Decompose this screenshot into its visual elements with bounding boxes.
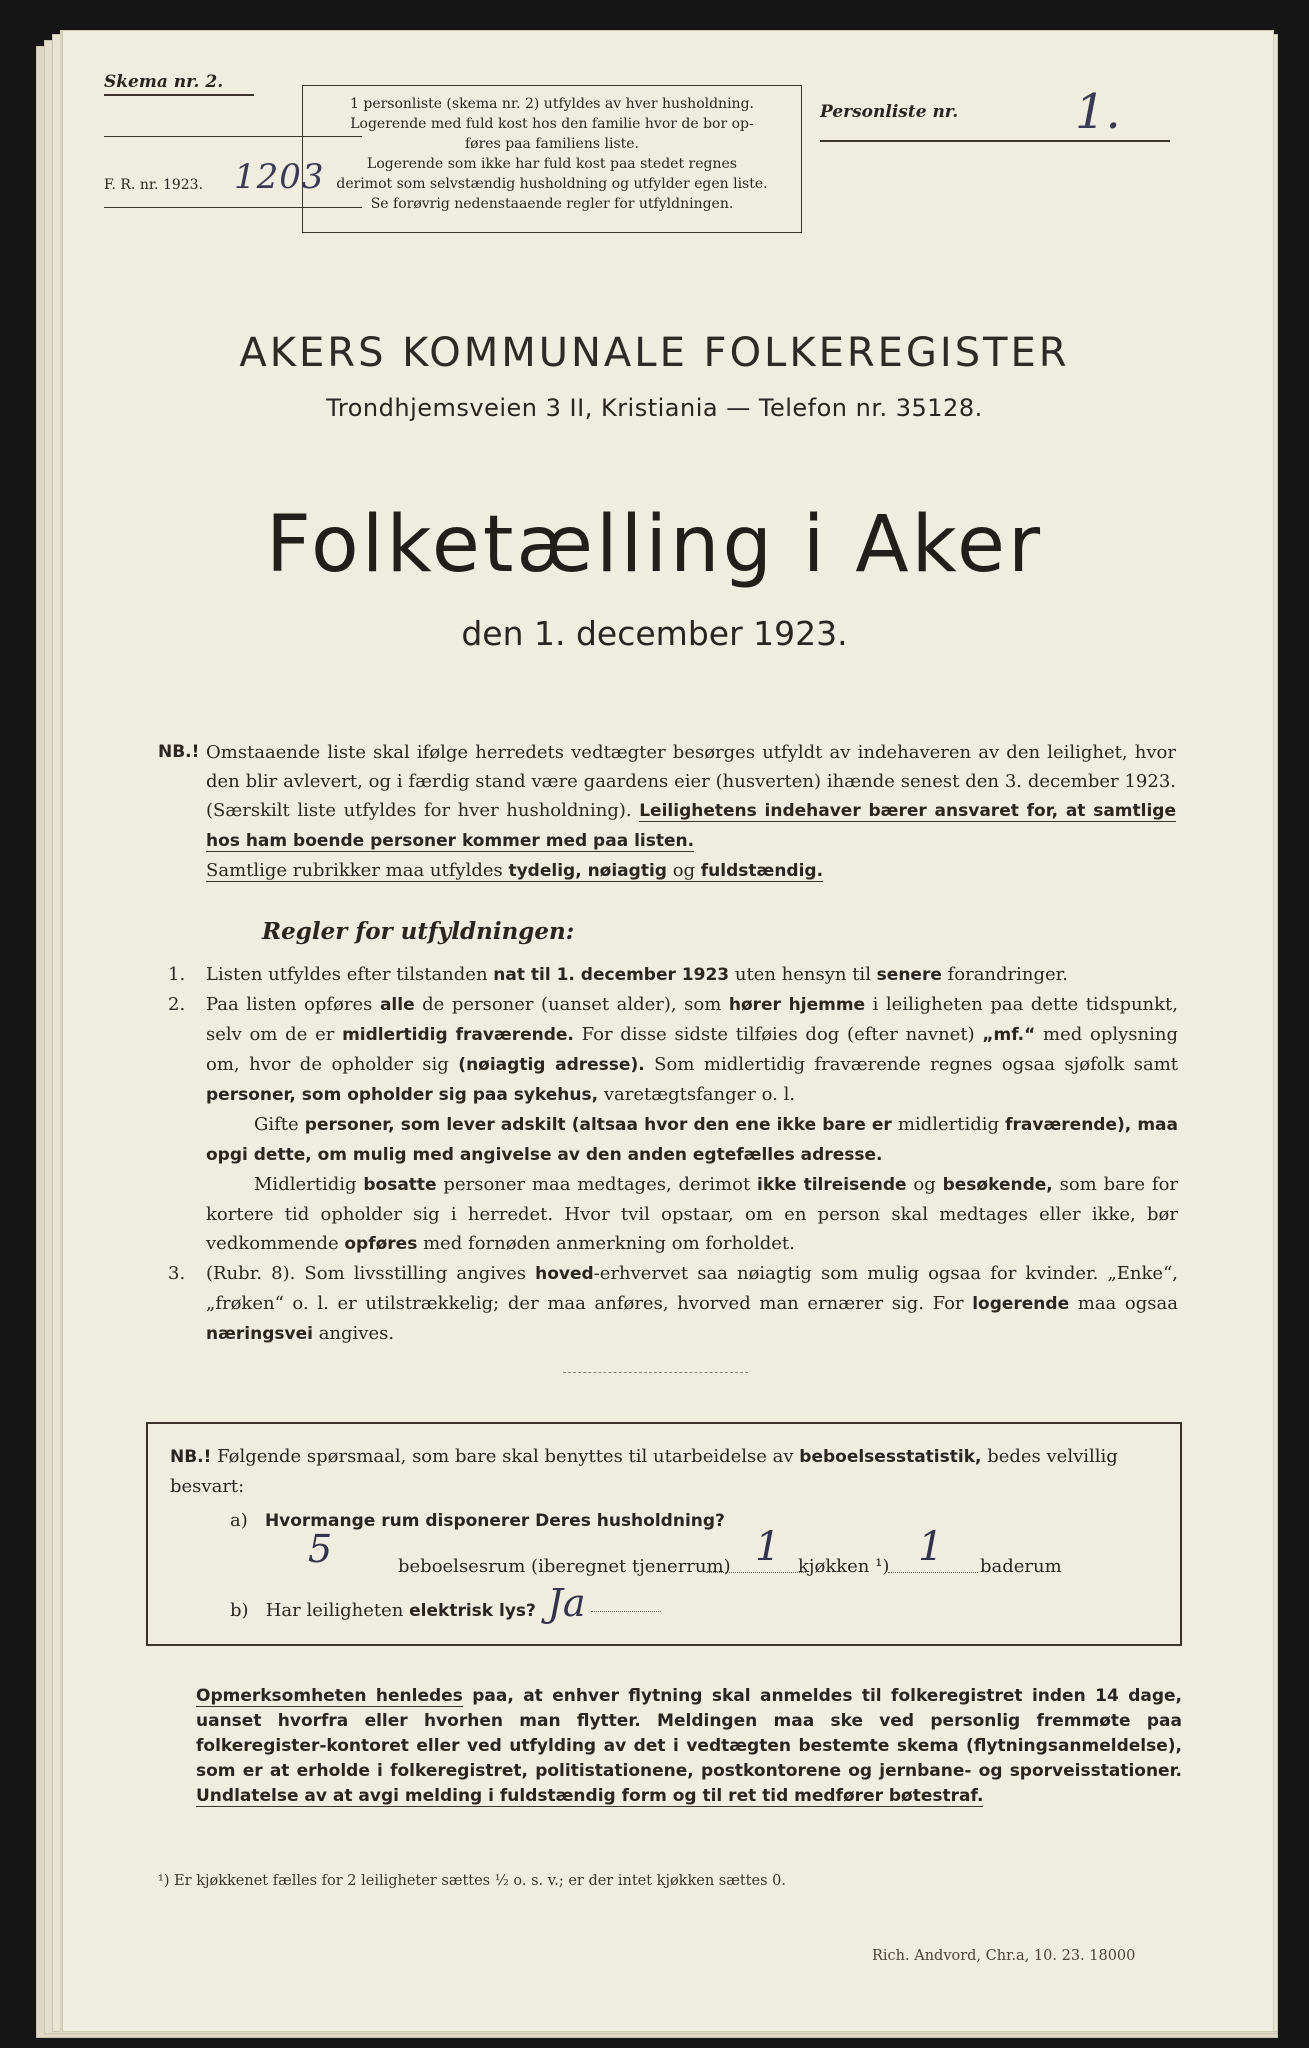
fr-label: F. R. nr. 1923. [104, 177, 204, 193]
rule-item [168, 1110, 1178, 1170]
rule-item [168, 960, 1178, 990]
census-date: den 1. december 1923. [461, 614, 848, 653]
organisation-address: Trondhjemsveien 3 II, Kristiania — Telefon nr. 35128. [326, 394, 983, 422]
info-line: 1 personliste (skema nr. 2) utfyldes av hver husholdning. [350, 96, 754, 112]
nb-text-part: Omstaaende liste skal ifølge herredets vedtægter besørges utfyldt av indehaveren av den leilighet, hvor den blir avlevert, og i færdig stand være gaardens eier (husverten) ihænde senest den 3. december 1923. (Særskilt liste utfyldes for hver husholdning). [206, 742, 1176, 821]
kitchen-dotted-line [706, 1572, 806, 1573]
kitchen-label: kjøkken ¹) [798, 1556, 890, 1577]
rule-text-part: varetægtsfanger o. l. [598, 1084, 796, 1105]
info-line: Logerende som ikke har fuld kost paa stedet regnes [367, 156, 737, 172]
rule-text-part: Midlertidig [254, 1174, 364, 1195]
rule-bold-part: hører hjemme [728, 995, 866, 1015]
rule-text-part: (Rubr. 8). Som livsstilling angives [206, 1263, 536, 1284]
rule-text-part: med fornøden anmerkning om forholdet. [417, 1233, 795, 1254]
rule-bold-part: personer, som opholder sig paa sykehus, [206, 1085, 599, 1105]
rule-text [206, 1110, 1178, 1170]
section-divider [563, 1372, 748, 1373]
box-intro [170, 1442, 1160, 1502]
notice-tail: Undlatelse av at avgi melding i fuldstændig form og til ret tid medfører bøtestraf. [196, 1786, 984, 1806]
rule-number: 2. [168, 994, 186, 1015]
rule-text-part: Paa listen opføres [206, 994, 380, 1015]
question-a-label: a) [230, 1510, 248, 1531]
nb-text-part: og [672, 860, 696, 881]
box-intro-end: bedes velvillig besvart: [170, 1446, 1118, 1497]
rule-item [168, 1259, 1178, 1349]
rule-bold-part: „mf.“ [982, 1025, 1036, 1045]
rule-bold-part: alle [379, 995, 415, 1015]
notice-text: paa, at enhver flytning skal anmeldes til folkeregistret inden 14 dage, uanset hvorfra eller hvorhen man flytter. Meldingen maa ske ved personlig fremmøte paa folkeregister-kontoret eller ved utfylding av det i vedtægten bestemte skema (flytningsanmeldelse), som er at erholde i folkeregistret, politistationene, postkontorene og jernbane- og sporveisstationer. [196, 1686, 1182, 1781]
rule-text [206, 960, 1178, 990]
question-b-label: b) [230, 1600, 249, 1621]
rule-text-part: som bare for kortere tid opholder sig i herredet. Hvor tvil opstaar, om en person skal medtages eller ikke, bør vedkommende [206, 1174, 1179, 1254]
rule-item [168, 1170, 1178, 1259]
question-a-text: Hvormange rum disponerer Deres husholdning? [264, 1511, 725, 1531]
nb-bold-part: tydelig, nøiagtig [508, 861, 667, 881]
rule-bold-part: besøkende, [942, 1175, 1053, 1195]
rule-bold-part: nat til 1. december 1923 [493, 965, 730, 985]
rules-heading: Regler for utfyldningen: [262, 918, 575, 945]
rooms-answer-row [170, 1524, 1160, 1584]
rooms-value: 5 [308, 1527, 333, 1571]
personliste-label: Personliste nr. [820, 102, 959, 122]
rule-text-part: Som midlertidig fraværende regnes ogsaa sjøfolk samt [644, 1054, 1178, 1075]
organisation-name: AKERS KOMMUNALE FOLKEREGISTER [239, 330, 1070, 376]
question-b-text: Har leiligheten [265, 1600, 404, 1621]
rule-text-part: i leiligheten paa dette tidspunkt, selv om de er [206, 994, 1179, 1045]
info-line: føres paa familiens liste. [464, 136, 639, 152]
rule-text-part: maa ogsaa [1069, 1293, 1178, 1314]
housing-statistics-box [146, 1422, 1182, 1646]
nb-text [206, 738, 1176, 886]
rule-text-part: Gifte [254, 1114, 299, 1135]
rule-text [206, 1259, 1178, 1349]
bath-dotted-line [888, 1572, 978, 1573]
answer-dotted-line [591, 1611, 661, 1612]
rule-number: 1. [168, 964, 186, 985]
rooms-label: beboelsesrum (iberegnet tjenerrum) [398, 1556, 731, 1577]
rule-text-part: med oplysning om, hvor de opholder sig [206, 1024, 1178, 1075]
personliste-handwritten-value: 1. [1075, 84, 1121, 140]
info-line: Logerende med fuld kost hos den familie hvor de bor op- [350, 116, 754, 132]
bath-label: baderum [980, 1556, 1062, 1577]
box-intro-text: Følgende spørsmaal, som bare skal benyttes til utarbeidelse av [217, 1446, 794, 1467]
nb-bold-part: Leilighetens indehaver bærer ansvaret for, at samtlige hos ham boende personer kommer med paa listen. [206, 801, 1176, 851]
info-line: Se forøvrig nedenstaaende regler for utfyldningen. [370, 196, 734, 212]
rule-text [206, 990, 1178, 1110]
rule-text-part: midlertidig [897, 1114, 1000, 1135]
rules-list [168, 960, 1178, 1349]
rule-bold-part: personer, som lever adskilt (altsaa hvor den ene ikke bare er [298, 1115, 898, 1135]
rule-text-part: de personer (uanset alder), som [414, 994, 729, 1015]
nb-bold-part: fuldstændig. [700, 861, 824, 881]
rule-text-part: Listen utfyldes efter tilstanden [206, 964, 494, 985]
bath-value: 1 [918, 1524, 944, 1570]
rule-bold-part: (nøiagtig adresse). [458, 1055, 645, 1075]
rule-text-part: For disse sidste tilføies dog (efter navnet) [573, 1024, 983, 1045]
printer-imprint: Rich. Andvord, Chr.a, 10. 23. 18000 [872, 1948, 1136, 1964]
rule-bold-part: ikke tilreisende [757, 1175, 907, 1195]
rule-text-part: uten hensyn til [729, 964, 877, 985]
footnote: ¹) Er kjøkkenet fælles for 2 leiligheter sættes ½ o. s. v.; er der intet kjøkken sættes 0. [158, 1873, 786, 1889]
rule-text-part: -erhvervet saa nøiagtig som mulig ogsaa for kvinder. „Enke“, „frøken“ o. l. er utilstrækkelig; der maa anføres, hvorved man ernærer sig. For [206, 1263, 1178, 1314]
rule-bold-part: næringsvei [206, 1324, 313, 1344]
question-b-bold: elektrisk lys? [409, 1601, 536, 1621]
info-line: derimot som selvstændig husholdning og utfylder egen liste. [336, 176, 768, 192]
fr-handwritten-value: 1203 [234, 157, 325, 197]
moving-notice [196, 1684, 1182, 1809]
instruction-box [302, 85, 802, 233]
rule-text [206, 1170, 1178, 1259]
kitchen-value: 1 [755, 1524, 781, 1570]
page-title: Folketælling i Aker [265, 500, 1044, 590]
rule-text-part: og [906, 1174, 943, 1195]
skema-number: Skema nr. 2. [104, 72, 254, 96]
nb-text-part: Samtlige rubrikker maa utfyldes [206, 860, 503, 881]
notice-lead: Opmerksomheten henledes [196, 1686, 463, 1706]
rule-number: 3. [168, 1263, 186, 1284]
rule-bold-part: fraværende), maa opgi dette, om mulig med angivelse av den anden egtefælles adresse. [206, 1115, 1178, 1165]
personliste-field [820, 84, 1170, 142]
rule-bold-part: hoved [535, 1264, 594, 1284]
rule-item [168, 990, 1178, 1110]
rule-text-part: angives. [312, 1323, 395, 1344]
question-b [170, 1581, 1160, 1626]
rule-text-part: personer maa medtages, derimot [436, 1174, 758, 1195]
nb-tag: NB.! [158, 742, 200, 762]
rule-text-part: forandringer. [941, 964, 1069, 985]
rule-bold-part: midlertidig fraværende. [342, 1025, 574, 1045]
rule-bold-part: senere [876, 965, 942, 985]
box-nb-tag: NB.! [170, 1447, 212, 1467]
rule-bold-part: opføres [344, 1234, 418, 1254]
rule-bold-part: logerende [972, 1294, 1070, 1314]
electric-light-answer: Ja [547, 1581, 586, 1625]
box-intro-bold: beboelsesstatistik, [799, 1447, 982, 1467]
rule-bold-part: bosatte [363, 1175, 437, 1195]
